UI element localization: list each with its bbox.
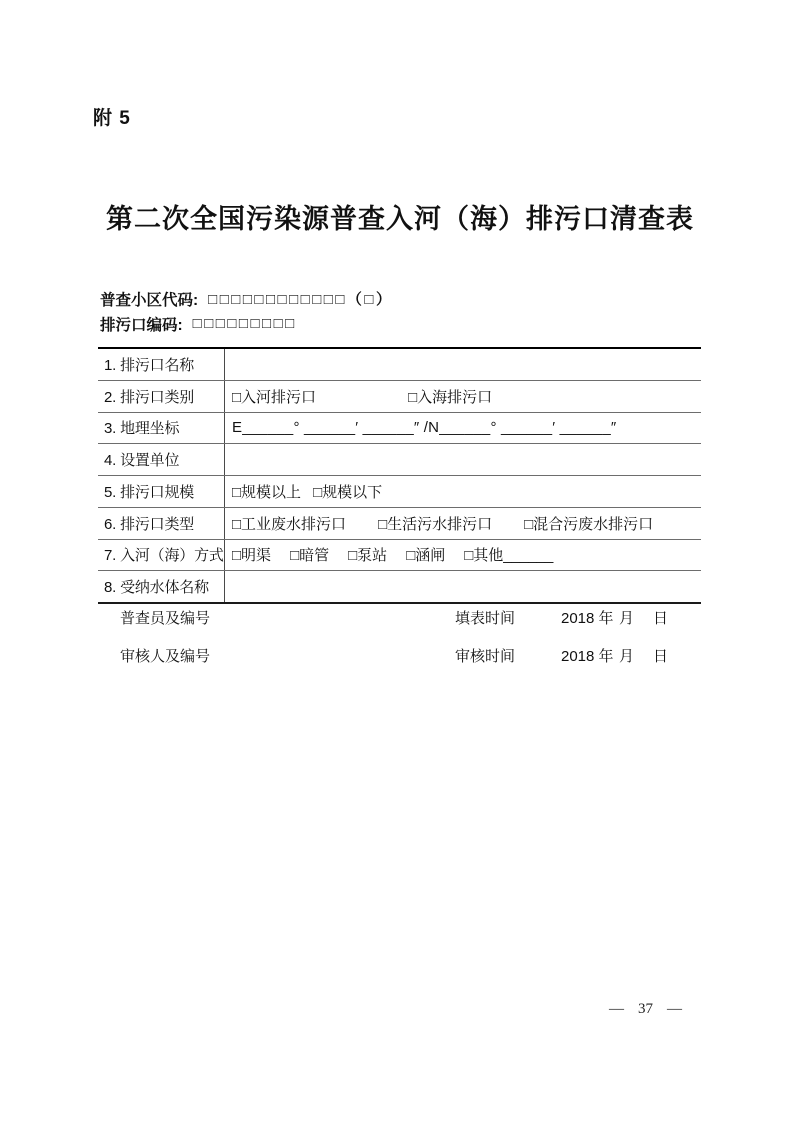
checkbox-option[interactable]: □生活污水排污口 [378, 515, 493, 533]
outlet-name-field[interactable] [225, 349, 701, 380]
table-row-receiving-water [98, 571, 701, 602]
review-time-label: 审核时间 [455, 648, 516, 665]
review-day: 日 [653, 648, 669, 665]
table-row-outlet-scale [98, 476, 701, 508]
row-label: 5. 排污口规模 [98, 476, 225, 507]
checkbox-option[interactable]: □暗管 [290, 547, 330, 565]
table-row-setup-unit [98, 444, 701, 476]
page-number [609, 1001, 682, 1018]
discharge-method-options [225, 540, 701, 571]
page-title: 第二次全国污染源普查入河（海）排污口清查表 [106, 204, 694, 234]
outlet-code-line [100, 311, 393, 336]
census-area-code-label: 普查小区代码: [100, 291, 199, 309]
reviewer-row [0, 645, 800, 667]
checkbox-option[interactable]: □规模以下 [313, 483, 383, 501]
checkbox-option[interactable]: □规模以上 [232, 483, 302, 501]
attachment-label: 附 5 [93, 108, 131, 129]
row-label: 3. 地理坐标 [98, 413, 225, 444]
receiving-water-field[interactable] [225, 571, 701, 602]
fill-year: 2018 年 [561, 610, 614, 627]
row-label: 8. 受纳水体名称 [98, 571, 225, 602]
page-number-value: 37 [638, 1001, 653, 1017]
census-area-code-line [100, 286, 393, 311]
fill-month: 月 [619, 610, 635, 627]
row-label: 7. 入河（海）方式 [98, 540, 225, 571]
checkbox-option[interactable]: □工业废水排污口 [232, 515, 347, 533]
setup-unit-field[interactable] [225, 444, 701, 475]
row-label: 2. 排污口类别 [98, 381, 225, 412]
table-row-geo-coordinates [98, 413, 701, 445]
checkbox-option[interactable]: □混合污废水排污口 [524, 515, 654, 533]
row-label: 6. 排污口类型 [98, 508, 225, 539]
page-number-dash-left: — [609, 1001, 624, 1017]
checkbox-option[interactable]: □泵站 [348, 547, 388, 565]
checkbox-option[interactable]: □入河排污口 [232, 388, 317, 406]
surveyor-label: 普查员及编号 [120, 610, 211, 627]
table-row-discharge-method [98, 540, 701, 572]
table-row-outlet-type [98, 508, 701, 540]
outlet-scale-options [225, 476, 701, 507]
row-label: 4. 设置单位 [98, 444, 225, 475]
geo-coordinates-field[interactable]: E______° ______′ ______″ /N______° ______′ ______″ [232, 419, 617, 437]
reviewer-label: 审核人及编号 [120, 648, 211, 665]
table-row-outlet-category [98, 381, 701, 413]
code-fields [100, 286, 393, 336]
outlet-survey-table [98, 347, 701, 604]
review-month: 月 [619, 648, 635, 665]
fill-time-label: 填表时间 [455, 610, 516, 627]
checkbox-option[interactable]: □入海排污口 [408, 388, 493, 406]
row-label: 1. 排污口名称 [98, 349, 225, 380]
review-year: 2018 年 [561, 648, 614, 665]
outlet-category-options [225, 381, 701, 412]
fill-day: 日 [653, 610, 669, 627]
outlet-code-boxes[interactable]: □□□□□□□□□ [192, 315, 297, 332]
outlet-type-options [225, 508, 701, 539]
checkbox-option[interactable]: □明渠 [232, 547, 272, 565]
census-area-code-boxes[interactable]: □□□□□□□□□□□□（□） [208, 291, 394, 308]
outlet-code-label: 排污口编码: [100, 316, 183, 334]
page-number-dash-right: — [667, 1001, 682, 1017]
checkbox-option[interactable]: □其他______ [464, 547, 554, 565]
surveyor-row [0, 607, 800, 629]
checkbox-option[interactable]: □涵闸 [406, 547, 446, 565]
table-row-outlet-name [98, 349, 701, 381]
